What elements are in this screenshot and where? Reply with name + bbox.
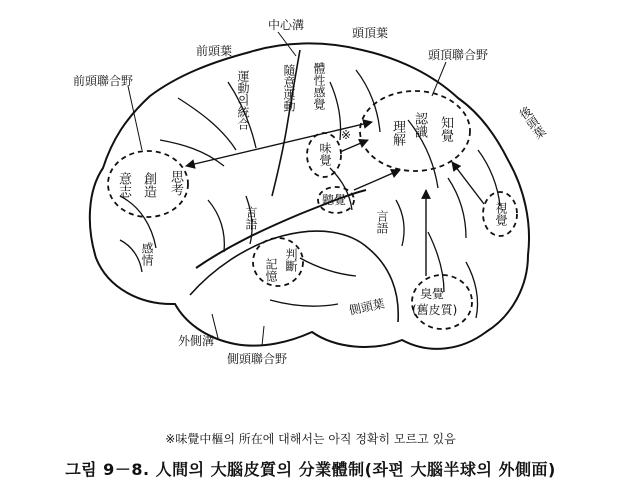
label-motor-integration: 運動의統合 (236, 70, 250, 130)
label-thought: 思考 (168, 170, 183, 196)
label-hearing: 聽覺 (322, 193, 347, 207)
label-temporal-lobe: 側頭葉 (347, 296, 386, 318)
region-smell (412, 275, 472, 329)
label-old-cortex: (舊皮質) (412, 303, 458, 317)
label-parietal-association-area: 頭頂聯合野 (428, 48, 489, 62)
label-somatosensory: 體性感覺 (312, 62, 326, 110)
label-occipital-lobe: 後頭葉 (516, 103, 549, 142)
label-parietal-lobe: 頭頂葉 (352, 26, 389, 40)
label-emotion: 感情 (140, 242, 154, 266)
label-frontal-lobe: 前頭葉 (196, 44, 233, 58)
label-understanding: 理解 (390, 120, 405, 146)
footnote: ※味覺中樞의 所在에 대해서는 아직 정확히 모르고 있음 (165, 432, 456, 446)
label-language-front: 言語 (244, 206, 258, 230)
label-taste: 味覺 (318, 142, 332, 166)
label-will: 意志 (116, 172, 131, 198)
label-creation: 創造 (141, 172, 156, 198)
label-vision: 視覺 (494, 202, 508, 226)
figure-caption: 그림 9－8. 人間의 大腦皮質의 分業體制(좌편 大腦半球의 外側面) (65, 460, 556, 479)
label-judgement: 判斷 (284, 248, 298, 272)
label-central-sulcus: 中心溝 (268, 18, 305, 32)
label-voluntary-movement: 隨意運動 (282, 64, 296, 112)
label-temporal-association-area: 側頭聯合野 (227, 352, 288, 366)
label-lateral-sulcus: 外側溝 (178, 334, 215, 348)
label-memory: 記憶 (264, 258, 278, 282)
label-language-temporal: 言語 (375, 210, 389, 234)
label-taste-mark: ※ (341, 128, 352, 142)
label-perception: 知覺 (438, 116, 453, 142)
label-smell: 臭覺 (420, 287, 445, 301)
label-prefrontal-association-area: 前頭聯合野 (73, 74, 134, 88)
label-cognition: 認識 (412, 112, 427, 138)
